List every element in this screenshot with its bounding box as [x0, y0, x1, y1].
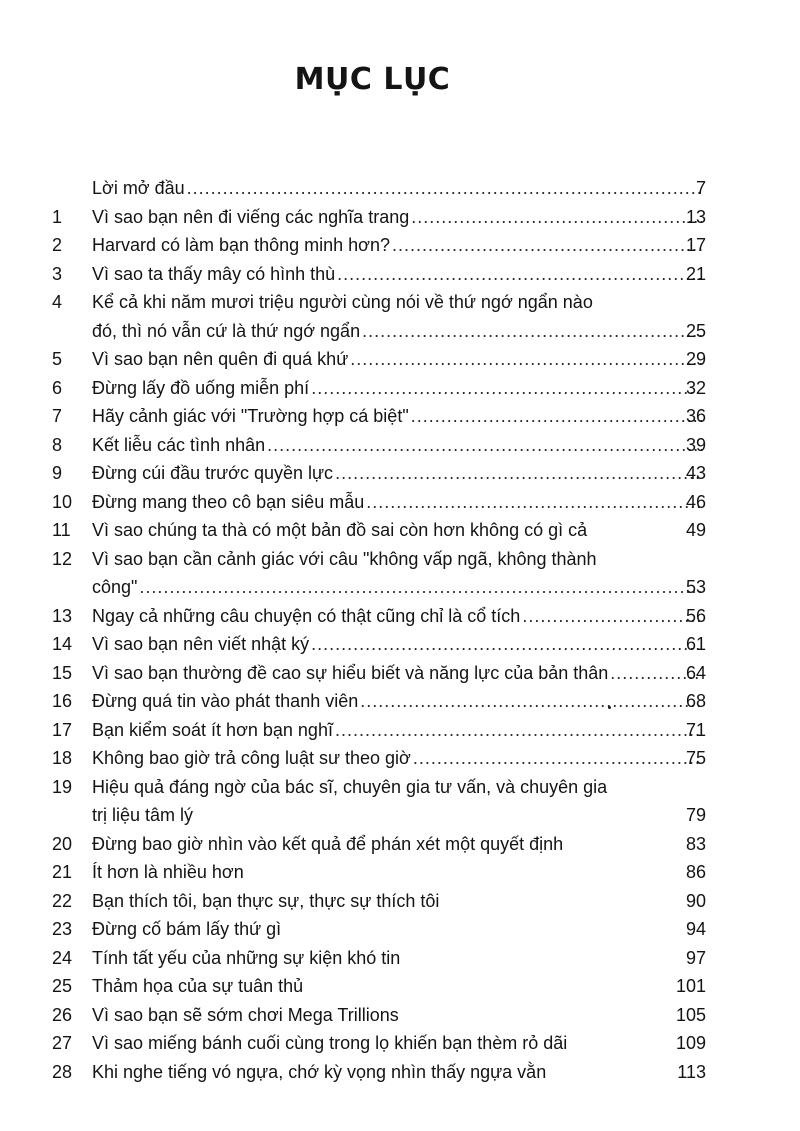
toc-entry[interactable] — [0, 288, 800, 345]
page-number: 36 — [685, 406, 706, 426]
chapter-title-line: Đừng cúi đầu trước quyền lực — [92, 463, 334, 483]
chapter-title-line: Bạn thích tôi, bạn thực sự, thực sự thích tôi — [92, 890, 440, 911]
chapter-title-line: trị liệu tâm lý — [92, 805, 194, 825]
chapter-title-line: Đừng quá tin vào phát thanh viên — [92, 691, 359, 711]
page-number: 75 — [685, 748, 706, 768]
toc-entry[interactable] — [0, 231, 800, 260]
chapter-number: 7 — [52, 406, 63, 426]
page-number: 49 — [685, 520, 706, 540]
dot-leader — [335, 459, 702, 488]
toc-entry[interactable] — [0, 1029, 800, 1058]
toc-entry[interactable] — [0, 402, 800, 431]
toc-entry[interactable] — [0, 1001, 800, 1030]
chapter-number: 12 — [52, 548, 73, 569]
table-of-contents — [0, 174, 800, 1086]
chapter-title-line: Kết liễu các tình nhân — [92, 434, 266, 455]
page-number: 56 — [685, 605, 706, 626]
chapter-title-line: Hãy cảnh giác với "Trường hợp cá biệt" — [92, 406, 409, 426]
page-number: 61 — [685, 634, 706, 654]
chapter-number: 22 — [52, 890, 73, 911]
toc-entry[interactable] — [0, 345, 800, 374]
toc-entry[interactable] — [0, 431, 800, 460]
chapter-number: 19 — [52, 776, 73, 797]
chapter-title-line: Vì sao bạn nên đi viếng các nghĩa trang — [92, 206, 410, 227]
toc-entry[interactable] — [0, 1058, 800, 1087]
chapter-number: 21 — [52, 862, 73, 882]
toc-entry[interactable] — [0, 174, 800, 203]
page-number: 53 — [685, 577, 706, 597]
toc-entry[interactable] — [0, 602, 800, 631]
chapter-title-line: Thảm họa của sự tuân thủ — [92, 976, 304, 996]
page-number: 97 — [685, 947, 706, 968]
chapter-number: 26 — [52, 1004, 73, 1025]
toc-entry[interactable] — [0, 488, 800, 517]
dot-leader — [311, 630, 702, 659]
page-number: 43 — [685, 463, 706, 483]
dot-leader — [392, 231, 702, 260]
page-number: 90 — [685, 890, 706, 911]
toc-entry[interactable] — [0, 516, 800, 545]
chapter-number: 11 — [52, 520, 71, 540]
toc-entry[interactable] — [0, 944, 800, 973]
chapter-title-line: Bạn kiểm soát ít hơn bạn nghĩ — [92, 719, 333, 740]
dot-leader — [337, 260, 702, 289]
toc-entry[interactable] — [0, 858, 800, 887]
dot-leader — [187, 174, 702, 203]
chapter-title-line: Kể cả khi năm mươi triệu người cùng nói về thứ ngớ ngẩn nào — [92, 292, 593, 312]
chapter-title-line: Vì sao ta thấy mây có hình thù — [92, 263, 336, 284]
page-number: 17 — [685, 235, 706, 255]
chapter-title-line: Vì sao bạn sẽ sớm chơi Mega Trillions — [92, 1004, 399, 1025]
print-speck — [608, 706, 611, 709]
toc-entry[interactable] — [0, 830, 800, 859]
chapter-title-line: đó, thì nó vẫn cứ là thứ ngớ ngẩn — [92, 320, 361, 341]
dot-leader — [362, 317, 702, 346]
chapter-number: 24 — [52, 947, 73, 968]
chapter-title-line: Tính tất yếu của những sự kiện khó tin — [92, 947, 401, 968]
chapter-title-line: Khi nghe tiếng vó ngựa, chớ kỳ vọng nhìn thấy ngựa vằn — [92, 1061, 547, 1082]
chapter-number: 25 — [52, 976, 73, 996]
page-number: 83 — [685, 833, 706, 854]
dot-leader — [411, 203, 702, 232]
chapter-number: 14 — [52, 634, 73, 654]
chapter-number: 28 — [52, 1061, 73, 1082]
dot-leader — [413, 744, 702, 773]
page-number: 94 — [685, 919, 706, 939]
dot-leader — [411, 402, 702, 431]
chapter-title-line: Vì sao miếng bánh cuối cùng trong lọ khiến bạn thèm rỏ dãi — [92, 1033, 568, 1053]
chapter-title-line: Ngay cả những câu chuyện có thật cũng chỉ là cổ tích — [92, 605, 521, 626]
chapter-number: 27 — [52, 1033, 73, 1053]
toc-entry[interactable] — [0, 260, 800, 289]
chapter-title-line: Vì sao bạn cần cảnh giác với câu "không vấp ngã, không thành — [92, 548, 597, 569]
chapter-title-line: Vì sao bạn thường đề cao sự hiểu biết và năng lực của bản thân — [92, 662, 609, 683]
page-number: 39 — [685, 434, 706, 455]
chapter-title-line: Đừng bao giờ nhìn vào kết quả để phán xét một quyết định — [92, 833, 564, 854]
chapter-number: 23 — [52, 919, 73, 939]
chapter-number: 16 — [52, 691, 73, 711]
chapter-number: 6 — [52, 377, 63, 398]
chapter-title-line: Hiệu quả đáng ngờ của bác sĩ, chuyên gia tư vấn, và chuyên gia — [92, 776, 608, 797]
chapter-title-line: Đừng cố bám lấy thứ gì — [92, 919, 282, 939]
chapter-number: 20 — [52, 833, 73, 854]
toc-entry[interactable] — [0, 630, 800, 659]
chapter-number: 3 — [52, 263, 63, 284]
chapter-title-line: Vì sao bạn nên viết nhật ký — [92, 634, 310, 654]
page-number: 105 — [675, 1004, 706, 1025]
dot-leader — [350, 345, 702, 374]
chapter-number: 18 — [52, 748, 73, 768]
chapter-title-line: Lời mở đầu — [92, 178, 185, 198]
toc-entry[interactable] — [0, 887, 800, 916]
chapter-number: 17 — [52, 719, 73, 740]
toc-entry[interactable] — [0, 773, 800, 830]
dot-leader — [139, 573, 702, 602]
toc-entry[interactable] — [0, 915, 800, 944]
page-number: 109 — [675, 1033, 706, 1053]
page-number: 101 — [675, 976, 706, 996]
page-number: 71 — [685, 719, 706, 740]
chapter-number: 15 — [52, 662, 73, 683]
toc-entry[interactable] — [0, 374, 800, 403]
dot-leader — [267, 431, 702, 460]
chapter-title-line: Vì sao bạn nên quên đi quá khứ — [92, 349, 349, 369]
chapter-number: 9 — [52, 463, 63, 483]
chapter-number: 4 — [52, 292, 63, 312]
page-number: 68 — [685, 691, 706, 711]
chapter-title-line: công" — [92, 577, 138, 597]
chapter-title-line: Vì sao chúng ta thà có một bản đồ sai còn hơn không có gì cả — [92, 520, 588, 540]
chapter-number: 2 — [52, 235, 63, 255]
page-number: 113 — [677, 1061, 706, 1082]
chapter-title-line: Harvard có làm bạn thông minh hơn? — [92, 235, 390, 255]
chapter-title-line: Không bao giờ trả công luật sư theo giờ — [92, 748, 411, 768]
dot-leader — [335, 716, 702, 745]
dot-leader — [360, 687, 702, 716]
page-number: 25 — [685, 320, 706, 341]
page-number: 13 — [685, 206, 706, 227]
toc-entry[interactable] — [0, 972, 800, 1001]
page-number: 46 — [685, 491, 706, 512]
toc-entry[interactable] — [0, 545, 800, 602]
chapter-title-line: Đừng mang theo cô bạn siêu mẫu — [92, 491, 365, 512]
chapter-number: 1 — [52, 206, 63, 227]
chapter-number: 5 — [52, 349, 63, 369]
toc-entry[interactable] — [0, 687, 800, 716]
page-number: 64 — [685, 662, 706, 683]
toc-entry[interactable] — [0, 744, 800, 773]
page-number: 32 — [685, 377, 706, 398]
page-number: 21 — [685, 263, 706, 284]
dot-leader — [522, 602, 702, 631]
chapter-title-line: Ít hơn là nhiều hơn — [92, 862, 244, 882]
dot-leader — [311, 374, 702, 403]
page-number: 79 — [685, 805, 706, 825]
page-number: 86 — [685, 862, 706, 882]
chapter-title-line: Đừng lấy đồ uống miễn phí — [92, 377, 310, 398]
toc-entry[interactable] — [0, 659, 800, 688]
page-title: MỤC LỤC — [294, 62, 451, 98]
chapter-number: 8 — [52, 434, 63, 455]
chapter-number: 13 — [52, 605, 73, 626]
page-number: 29 — [685, 349, 706, 369]
toc-entry[interactable] — [0, 459, 800, 488]
dot-leader — [366, 488, 702, 517]
chapter-number: 10 — [52, 491, 73, 512]
toc-entry[interactable] — [0, 203, 800, 232]
page-number: 7 — [695, 178, 706, 198]
toc-entry[interactable] — [0, 716, 800, 745]
